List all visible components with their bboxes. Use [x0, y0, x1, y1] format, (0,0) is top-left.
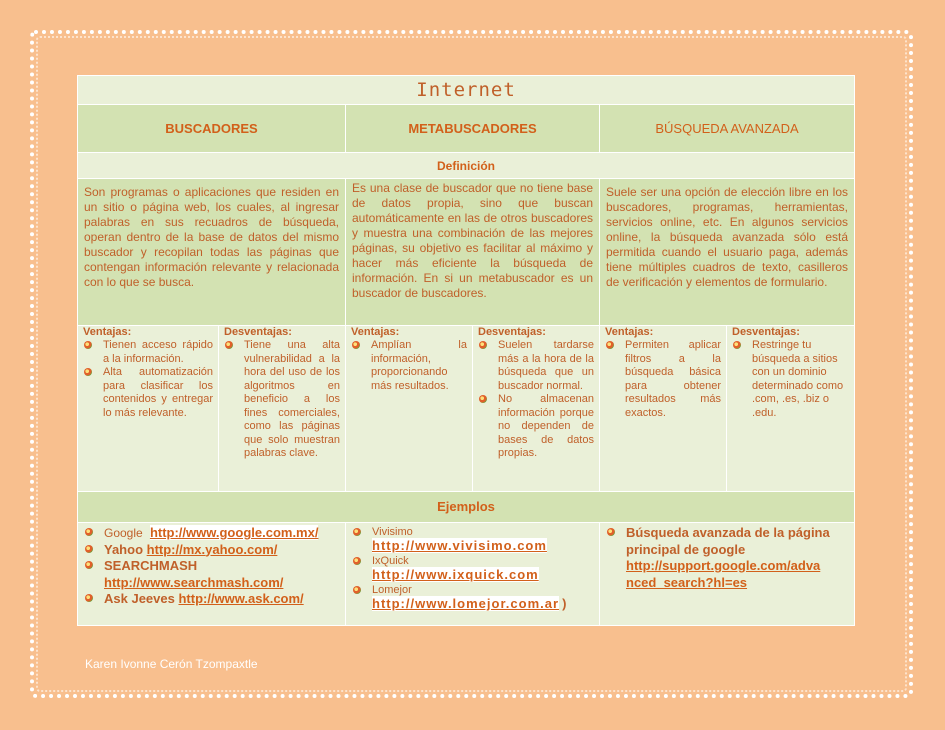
internet-table — [77, 75, 855, 626]
bullet-icon — [353, 586, 361, 594]
bullet-icon — [225, 341, 233, 349]
bullet-icon — [479, 395, 487, 403]
list-item: Vivisimo http://www.vivisimo.com — [350, 525, 595, 554]
bullet-icon — [84, 341, 92, 349]
page-title: Internet — [416, 79, 516, 101]
bullet-icon — [85, 594, 93, 602]
list-item: Restringe tu búsqueda a sitios con un dominio determinado como .com, .es, .biz o .edu. — [732, 339, 849, 420]
searchmash-link[interactable]: http://www.searchmash.com/ — [104, 574, 284, 590]
title-cell — [78, 76, 855, 105]
ixquick-link[interactable]: http://www.ixquick.com — [372, 567, 539, 582]
header-metabuscadores: METABUSCADORES — [346, 105, 600, 153]
vivisimo-link[interactable]: http://www.vivisimo.com — [372, 538, 547, 553]
metabuscadores-ventajas: Ventajas: Amplían la información, proporcionando más resultados. — [346, 326, 473, 492]
bullet-icon — [606, 341, 614, 349]
definition-busqueda-avanzada: Suele ser una opción de elección libre en los buscadores, programas, herramientas, servicios online, etc. En algunos servicios online, la búsqueda avanzada sólo está permitida cuando el usuario paga, además tiene múltiples cuadros de texto, casilleros de verificación y elementos de formulario. — [600, 179, 855, 326]
bullet-icon — [85, 545, 93, 553]
ask-link[interactable]: http://www.ask.com/ — [178, 591, 304, 606]
section-definition: Definición — [78, 153, 855, 179]
buscadores-desventajas: Desventajas: Tiene una alta vulnerabilidad a la hora del uso de los algoritmos en beneficio a los fines comerciales, como las páginas que solo muestran palabras clave. — [219, 326, 346, 492]
bullet-icon — [607, 528, 615, 536]
list-item: Google http://www.google.com.mx/ — [82, 525, 341, 542]
list-item: No almacenan información porque no dependen de bases de datos propias. — [478, 393, 594, 461]
bullet-icon — [733, 341, 741, 349]
avanzada-ventajas: Ventajas: Permiten aplicar filtros a la búsqueda básica para obtener resultados más exactos. — [600, 326, 727, 492]
definition-metabuscadores: Es una clase de buscador que no tiene base de datos propia, sino que buscan automáticamente en las de otros buscadores y muestra una combinación de las mejores páginas, su objetivo es facilitar al máximo y hacer más eficiente la búsqueda de información. En si un metabuscador es un buscador de buscadores. — [346, 179, 600, 326]
list-item: SEARCHMASH http://www.searchmash.com/ — [82, 558, 341, 591]
list-item: Permiten aplicar filtros a la búsqueda básica para obtener resultados más exactos. — [605, 339, 721, 420]
examples-buscadores — [78, 523, 346, 626]
list-item: Tienen acceso rápido a la información. — [83, 339, 213, 366]
list-item: Búsqueda avanzada de la página principal de google http://support.google.com/adva nced_search?hl=es — [604, 525, 850, 591]
header-busqueda-avanzada: BÚSQUEDA AVANZADA — [600, 105, 855, 153]
list-item: IxQuick http://www.ixquick.com — [350, 554, 595, 583]
buscadores-ventajas: Ventajas: Tienen acceso rápido a la información. Alta automatización para clasificar los contenidos y entregar lo más relevante. — [78, 326, 219, 492]
bullet-icon — [85, 528, 93, 536]
list-item: Tiene una alta vulnerabilidad a la hora del uso de los algoritmos en beneficio a los fines comerciales, como las páginas que solo muestran palabras clave. — [224, 339, 340, 461]
list-item: Suelen tardarse más a la hora de la búsqueda que un buscador normal. — [478, 339, 594, 393]
bullet-icon — [84, 368, 92, 376]
bullet-icon — [353, 528, 361, 536]
google-link[interactable]: http://www.google.com.mx/ — [149, 525, 319, 540]
lomejor-link[interactable]: http://www.lomejor.com.ar — [372, 596, 560, 611]
bullet-icon — [352, 341, 360, 349]
author-name: Karen Ivonne Cerón Tzompaxtle — [85, 657, 258, 671]
list-item: Ask Jeeves http://www.ask.com/ — [82, 591, 341, 608]
bullet-icon — [85, 561, 93, 569]
header-buscadores: BUSCADORES — [78, 105, 346, 153]
section-examples: Ejemplos — [78, 492, 855, 523]
examples-metabuscadores — [346, 523, 600, 626]
avanzada-desventajas: Desventajas: Restringe tu búsqueda a sitios con un dominio determinado como .com, .es, .biz o .edu. — [727, 326, 855, 492]
metabuscadores-desventajas: Desventajas: Suelen tardarse más a la hora de la búsqueda que un buscador normal. No almacenan información porque no dependen de bases de datos propias. — [473, 326, 600, 492]
list-item: Lomejor http://www.lomejor.com.ar ) — [350, 583, 595, 612]
bullet-icon — [353, 557, 361, 565]
bullet-icon — [479, 341, 487, 349]
definition-buscadores: Son programas o aplicaciones que residen en un sitio o página web, los cuales, al ingresar palabras en sus recuadros de búsqueda, operan dentro de la base de datos del mismo buscador y recopilan todas las páginas que contengan información relevante y relacionada con lo que se busca. — [78, 179, 346, 326]
list-item: Amplían la información, proporcionando más resultados. — [351, 339, 467, 393]
google-advanced-search-link[interactable]: http://support.google.com/adva nced_search?hl=es — [626, 558, 821, 590]
list-item: Yahoo http://mx.yahoo.com/ — [82, 542, 341, 559]
examples-busqueda-avanzada — [600, 523, 855, 626]
yahoo-link[interactable]: http://mx.yahoo.com/ — [146, 541, 278, 557]
list-item: Alta automatización para clasificar los contenidos y entregar lo más relevante. — [83, 366, 213, 420]
